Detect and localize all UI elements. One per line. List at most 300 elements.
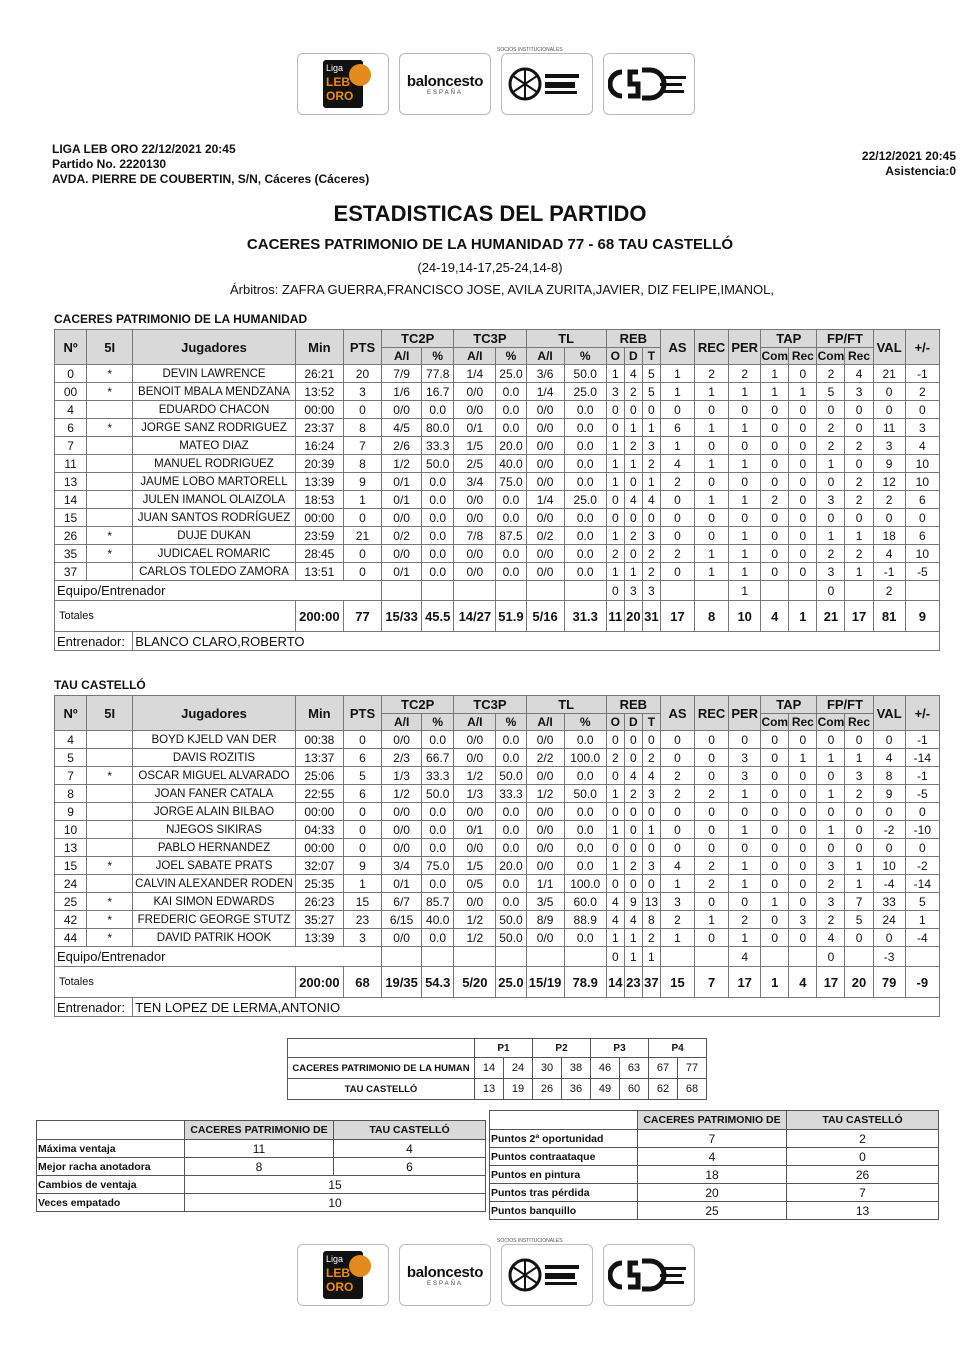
total-cell: 51.9	[496, 601, 526, 632]
total-cell: 15/19	[526, 967, 564, 998]
stat-cell: 2	[817, 437, 845, 455]
stat-cell: 6/7	[382, 893, 422, 911]
stat-cell: 0	[624, 821, 642, 839]
stat-cell: 4	[845, 365, 873, 383]
subheader-t: T	[642, 348, 660, 365]
total-cell: 31.3	[564, 601, 606, 632]
match-number: Partido No. 2220130	[52, 157, 167, 171]
stat-cell: 0	[817, 401, 845, 419]
total-cell: 15/33	[382, 601, 422, 632]
stat-cell: 50.0	[496, 911, 526, 929]
stat-cell: 2	[624, 527, 642, 545]
summary-value-home: 4	[638, 1148, 787, 1166]
box-score-away	[54, 695, 940, 1017]
stat-cell: 0	[660, 749, 694, 767]
quarter-score: 63	[620, 1058, 649, 1079]
stat-cell: 23:37	[295, 419, 343, 437]
stat-cell: 1	[729, 785, 761, 803]
quarter-score: 62	[649, 1079, 678, 1100]
stat-cell: 0.0	[496, 749, 526, 767]
stat-cell: 2	[660, 911, 694, 929]
stat-cell: 0/0	[382, 731, 422, 749]
player-row	[55, 749, 940, 767]
stat-cell: 1/4	[454, 365, 496, 383]
summary-value-home: 18	[638, 1166, 787, 1184]
summary-value-home: 11	[185, 1140, 334, 1158]
stat-cell: 0	[789, 563, 817, 581]
total-cell: 200:00	[295, 967, 343, 998]
stat-cell: 100.0	[564, 749, 606, 767]
stat-cell: 4	[642, 767, 660, 785]
quarter-score: 36	[562, 1079, 591, 1100]
stat-cell: 1	[789, 749, 817, 767]
stat-cell: 1	[695, 545, 729, 563]
subheader-com: Com	[761, 715, 789, 729]
stat-cell: 0	[343, 509, 381, 527]
player-name: JORGE SANZ RODRIGUEZ	[133, 419, 296, 437]
stat-cell: 0/0	[454, 545, 496, 563]
stat-cell: 25.0	[496, 365, 526, 383]
stat-cell: 0.0	[564, 929, 606, 947]
stat-cell: 2	[817, 545, 845, 563]
summary-value-away: 6	[334, 1158, 486, 1176]
stat-cell: 0.0	[564, 767, 606, 785]
team-name-home: CACERES PATRIMONIO DE LA HUMANIDAD	[54, 312, 308, 326]
stat-cell: 4	[606, 911, 624, 929]
stat-cell: 2	[695, 785, 729, 803]
stat-cell: 2	[845, 473, 873, 491]
stat-cell: 0	[817, 767, 845, 785]
stat-cell: 1	[695, 563, 729, 581]
stat-cell: 2	[624, 857, 642, 875]
stat-cell: 0	[761, 401, 789, 419]
stat-cell: -2	[905, 857, 939, 875]
stat-cell: 0/0	[454, 491, 496, 509]
stat-cell: 9	[873, 785, 905, 803]
stat-cell: 0	[695, 527, 729, 545]
stat-cell: 3	[817, 893, 845, 911]
totals-row	[55, 601, 940, 632]
stat-cell: 1	[729, 491, 761, 509]
stat-cell: 6/15	[382, 911, 422, 929]
player-row	[55, 437, 940, 455]
player-name: CALVIN ALEXANDER RODEN	[133, 875, 296, 893]
quarter-score: 14	[475, 1058, 504, 1079]
stat-cell: 0/0	[382, 839, 422, 857]
stat-cell: 26:23	[295, 893, 343, 911]
stat-cell: 1	[660, 383, 694, 401]
stat-cell: 4	[624, 491, 642, 509]
subheader-rec2: Rec	[789, 348, 817, 365]
stat-cell: 3	[729, 767, 761, 785]
stat-cell: 0/0	[526, 821, 564, 839]
stat-cell: 0	[761, 545, 789, 563]
stat-cell: 3	[845, 767, 873, 785]
stat-cell: 15	[55, 509, 87, 527]
stat-cell: 28:45	[295, 545, 343, 563]
stat-cell	[87, 563, 133, 581]
header-tl: TL	[526, 696, 606, 714]
header-per: PER	[729, 696, 761, 731]
player-row	[55, 473, 940, 491]
stat-cell: 0	[660, 401, 694, 419]
stat-cell: 0	[761, 455, 789, 473]
stat-cell: 5	[845, 911, 873, 929]
header-reb: REB	[606, 330, 660, 348]
stat-cell: 10	[905, 545, 939, 563]
stat-cell: 0	[642, 839, 660, 857]
total-cell: 20	[845, 967, 873, 998]
stat-cell: 5	[55, 749, 87, 767]
stat-cell: 0	[343, 803, 381, 821]
stat-cell: 3	[905, 419, 939, 437]
stat-cell: 2	[845, 785, 873, 803]
stat-cell: 0.0	[496, 563, 526, 581]
stat-cell: *	[87, 365, 133, 383]
empty-cell	[422, 581, 454, 601]
stat-cell: 26:21	[295, 365, 343, 383]
stat-cell: 0	[873, 401, 905, 419]
stat-cell: 35:27	[295, 911, 343, 929]
stat-cell: 1	[606, 473, 624, 491]
stat-cell: 0	[873, 731, 905, 749]
stat-cell: 4	[873, 545, 905, 563]
stat-cell: 50.0	[564, 785, 606, 803]
summary-row	[37, 1176, 486, 1194]
stat-cell: 75.0	[422, 857, 454, 875]
player-row	[55, 545, 940, 563]
stat-cell: 2	[606, 749, 624, 767]
stat-cell: 0.0	[496, 491, 526, 509]
stat-cell: 0	[789, 731, 817, 749]
stat-cell: 0.0	[422, 509, 454, 527]
stat-cell: 0	[761, 419, 789, 437]
stat-cell: 1	[695, 491, 729, 509]
summary-value-away: 13	[787, 1202, 939, 1220]
header-fpft: FP/FT	[817, 330, 873, 348]
subheader-pct: %	[422, 348, 454, 365]
stat-cell: 0.0	[564, 857, 606, 875]
stat-cell: 9	[624, 893, 642, 911]
total-cell: 1	[761, 967, 789, 998]
summary-value-home: 25	[638, 1202, 787, 1220]
subheader-t: T	[642, 714, 660, 731]
total-cell: 14/27	[454, 601, 496, 632]
header-pm: +/-	[905, 696, 939, 731]
summary-label: Cambios de ventaja	[37, 1176, 185, 1194]
stat-cell: 8	[343, 419, 381, 437]
player-row	[55, 527, 940, 545]
baloncesto-espana-logo: baloncesto ESPAÑA	[399, 53, 491, 115]
player-name: JULEN IMANOL OLAIZOLA	[133, 491, 296, 509]
stat-cell: 0	[642, 401, 660, 419]
total-cell: 79	[873, 967, 905, 998]
player-name: JUAN SANTOS RODRÍGUEZ	[133, 509, 296, 527]
stat-cell: 13:37	[295, 749, 343, 767]
summary-value-away: 0	[787, 1148, 939, 1166]
summary-label: Mejor racha anotadora	[37, 1158, 185, 1176]
stat-cell: 0	[729, 731, 761, 749]
stat-cell: 40.0	[496, 455, 526, 473]
stat-cell: 0	[789, 527, 817, 545]
stat-cell: 13	[55, 473, 87, 491]
total-cell: 25.0	[496, 967, 526, 998]
stat-cell: 1/6	[382, 383, 422, 401]
stat-cell: 4	[624, 767, 642, 785]
stat-cell: *	[87, 911, 133, 929]
stat-cell: 1	[845, 749, 873, 767]
stat-cell: 0	[845, 401, 873, 419]
empty-cell	[660, 581, 694, 601]
stat-cell: 0	[695, 893, 729, 911]
stat-cell: 33.3	[422, 437, 454, 455]
stat-cell: 0	[606, 491, 624, 509]
summary-label: Veces empatado	[37, 1194, 185, 1212]
player-name: MATEO DIAZ	[133, 437, 296, 455]
quarter-score: 46	[591, 1058, 620, 1079]
stat-cell: 0	[873, 929, 905, 947]
stat-cell: 1	[729, 455, 761, 473]
stat-cell: 87.5	[496, 527, 526, 545]
stat-cell: 1/2	[454, 911, 496, 929]
stat-cell: 1	[817, 455, 845, 473]
stat-cell: 0/1	[382, 875, 422, 893]
summary-value-away: 2	[787, 1130, 939, 1148]
match-result: CACERES PATRIMONIO DE LA HUMANIDAD 77 - 68 TAU CASTELLÓ	[246, 236, 734, 253]
stat-cell: 0	[761, 473, 789, 491]
summary-label: Puntos tras pérdida	[490, 1184, 638, 1202]
player-name: MANUEL RODRIGUEZ	[133, 455, 296, 473]
total-cell: 10	[729, 601, 761, 632]
stat-cell: 3	[343, 929, 381, 947]
stat-cell: 0.0	[496, 839, 526, 857]
stat-cell: 2	[845, 491, 873, 509]
stat-cell: 11	[55, 455, 87, 473]
player-name: PABLO HERNANDEZ	[133, 839, 296, 857]
stat-cell: 33.3	[496, 785, 526, 803]
player-row	[55, 401, 940, 419]
stat-cell: -5	[905, 785, 939, 803]
header-tc3p: TC3P	[454, 696, 526, 714]
subheader-ai: A/I	[454, 714, 496, 731]
total-cell: 17	[817, 967, 845, 998]
stat-cell: 4	[642, 491, 660, 509]
stat-cell: 2	[817, 365, 845, 383]
total-cell: 20	[624, 601, 642, 632]
stat-cell: 0	[789, 785, 817, 803]
stat-cell: 0	[695, 509, 729, 527]
header-per: PER	[729, 330, 761, 365]
stat-cell: 2	[845, 545, 873, 563]
totals-row	[55, 967, 940, 998]
player-name: DAVIS ROZITIS	[133, 749, 296, 767]
stat-cell: 3	[873, 437, 905, 455]
stat-cell: 22:55	[295, 785, 343, 803]
stat-cell: 0	[624, 839, 642, 857]
stat-cell: 00:00	[295, 401, 343, 419]
stat-cell: 1	[624, 929, 642, 947]
stat-cell: 2	[660, 785, 694, 803]
stat-cell: 0.0	[496, 893, 526, 911]
stat-cell: 0/0	[454, 401, 496, 419]
header-as: AS	[660, 330, 694, 365]
player-row	[55, 785, 940, 803]
stat-cell: 00:00	[295, 509, 343, 527]
stat-cell: 0	[817, 803, 845, 821]
stat-cell	[87, 803, 133, 821]
summary-value-home: 8	[185, 1158, 334, 1176]
stat-cell: 1	[606, 365, 624, 383]
quarter-row	[288, 1079, 707, 1100]
subheader-pct: %	[496, 348, 526, 365]
header-reb: REB	[606, 696, 660, 714]
stat-cell: *	[87, 383, 133, 401]
stat-cell: 0	[343, 401, 381, 419]
subheader-o: O	[606, 348, 624, 365]
player-name: NJEGOS SIKIRAS	[133, 821, 296, 839]
subheader-o: O	[606, 714, 624, 731]
stat-cell: 0	[761, 875, 789, 893]
stat-cell: 0.0	[564, 527, 606, 545]
header-five: 5I	[87, 696, 133, 731]
header-rec: REC	[695, 696, 729, 731]
stat-cell: 3	[642, 857, 660, 875]
subheader-pct: %	[496, 714, 526, 731]
total-cell: 14	[606, 967, 624, 998]
stat-cell: 66.7	[422, 749, 454, 767]
player-name: CARLOS TOLEDO ZAMORA	[133, 563, 296, 581]
empty-header	[288, 1039, 475, 1058]
stat-cell: 1	[905, 911, 939, 929]
empty-cell	[422, 947, 454, 967]
stat-cell: 2	[695, 875, 729, 893]
subheader-com: Com	[761, 349, 789, 363]
stat-cell: 2/2	[526, 749, 564, 767]
totals-label: Totales	[55, 601, 296, 632]
stat-cell: 0/2	[526, 527, 564, 545]
stat-cell: 0	[873, 509, 905, 527]
stat-cell: 23:59	[295, 527, 343, 545]
stat-cell: 13:39	[295, 929, 343, 947]
player-name: JORGE ALAIN BILBAO	[133, 803, 296, 821]
total-cell: 17	[845, 601, 873, 632]
total-cell: 8	[695, 601, 729, 632]
player-row	[55, 893, 940, 911]
stat-cell: 1/1	[526, 875, 564, 893]
stat-cell: 0.0	[496, 821, 526, 839]
stat-cell: 2	[642, 563, 660, 581]
stat-cell: 0/0	[526, 455, 564, 473]
player-row	[55, 383, 940, 401]
player-row	[55, 839, 940, 857]
page-title: ESTADISTICAS DEL PARTIDO	[333, 201, 647, 226]
stat-cell: 1	[606, 929, 624, 947]
quarter-score: 19	[504, 1079, 533, 1100]
stat-cell: 0	[817, 509, 845, 527]
stat-cell: 0/0	[526, 839, 564, 857]
stat-cell: 15	[343, 893, 381, 911]
summary-row	[490, 1166, 939, 1184]
quarter-header: P3	[591, 1039, 649, 1058]
summary-header: TAU CASTELLÓ	[787, 1111, 939, 1130]
player-row	[55, 857, 940, 875]
stat-cell: 0	[789, 839, 817, 857]
stat-cell: 0/0	[526, 929, 564, 947]
stat-cell: 0	[642, 509, 660, 527]
match-datetime: 22/12/2021 20:45	[861, 149, 956, 163]
stat-cell: 0	[873, 803, 905, 821]
team-val: -3	[873, 947, 905, 967]
stat-cell: 6	[55, 419, 87, 437]
stat-cell: 0/1	[454, 821, 496, 839]
team-name-away: TAU CASTELLÓ	[54, 678, 146, 692]
quarter-header: P1	[475, 1039, 533, 1058]
stat-cell: 0	[845, 803, 873, 821]
stat-cell: 0	[660, 731, 694, 749]
stat-cell: 13	[55, 839, 87, 857]
stat-cell: 1	[642, 473, 660, 491]
stat-cell: 1	[624, 563, 642, 581]
subheader-pct: %	[422, 714, 454, 731]
team-fp: 0	[817, 581, 845, 601]
empty-cell	[526, 947, 564, 967]
empty-cell	[905, 947, 939, 967]
stat-cell: -4	[905, 929, 939, 947]
summary-value-away: 4	[334, 1140, 486, 1158]
empty-cell	[382, 947, 422, 967]
stat-cell: 0.0	[422, 839, 454, 857]
stat-cell: 0/0	[526, 803, 564, 821]
stat-cell: 0	[789, 365, 817, 383]
stat-cell: 0	[729, 803, 761, 821]
stat-cell: 1	[761, 383, 789, 401]
stat-cell: 0	[343, 839, 381, 857]
stat-cell: 0	[729, 509, 761, 527]
stat-cell: 24	[55, 875, 87, 893]
stat-cell: 1	[343, 875, 381, 893]
team-reb-d: 3	[624, 581, 642, 601]
stat-cell: 1	[761, 365, 789, 383]
stat-cell: 0	[761, 803, 789, 821]
header-no: Nº	[55, 696, 87, 731]
quarter-score: 77	[678, 1058, 707, 1079]
stat-cell: 50.0	[422, 785, 454, 803]
stat-cell: 85.7	[422, 893, 454, 911]
stat-cell: 0.0	[564, 509, 606, 527]
stat-cell: 0	[789, 509, 817, 527]
stat-cell: 0.0	[422, 473, 454, 491]
stat-cell: 0.0	[564, 731, 606, 749]
stat-cell: -2	[873, 821, 905, 839]
stat-cell: *	[87, 527, 133, 545]
stat-cell: 0	[845, 821, 873, 839]
stat-cell: 0	[789, 875, 817, 893]
stat-cell: 1	[606, 821, 624, 839]
stat-cell: 0	[789, 821, 817, 839]
stat-cell: 1	[606, 527, 624, 545]
subheader-d: D	[624, 348, 642, 365]
stat-cell: 0	[761, 785, 789, 803]
stat-cell: 3	[642, 527, 660, 545]
stat-cell: 2	[642, 455, 660, 473]
stat-cell: 7	[845, 893, 873, 911]
stat-cell: 0	[606, 419, 624, 437]
stat-cell: -5	[905, 563, 939, 581]
stat-cell: 0/1	[454, 419, 496, 437]
stat-cell: 0	[606, 401, 624, 419]
subheader-ai: A/I	[382, 714, 422, 731]
stat-cell: 8	[873, 767, 905, 785]
